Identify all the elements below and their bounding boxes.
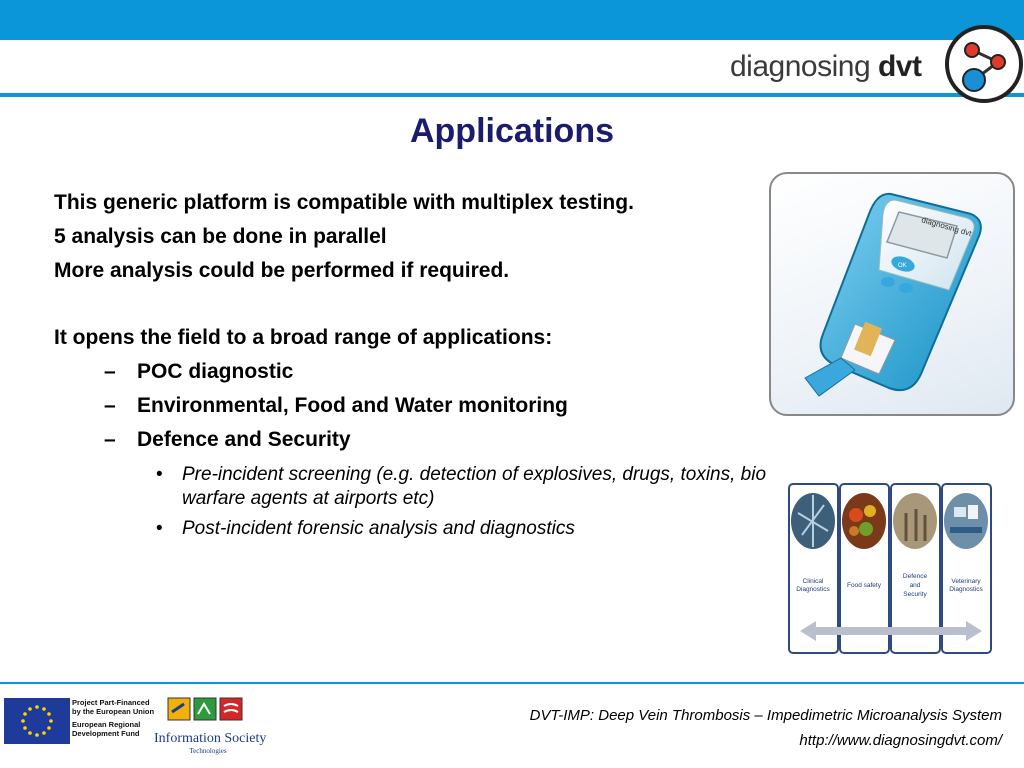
dash-item-label: Environmental, Food and Water monitoring: [137, 394, 568, 417]
device-ok-label: OK: [898, 263, 907, 269]
app-label-defence: Defence and Security: [902, 573, 928, 598]
dash-marker: –: [104, 428, 116, 451]
body-line-2: 5 analysis can be done in parallel: [54, 225, 387, 248]
body-line-1: This generic platform is compatible with multiplex testing.: [54, 191, 634, 214]
footer-project-title: DVT-IMP: Deep Vein Thrombosis – Impedimetric Microanalysis System: [529, 707, 1002, 724]
app-label-food: Food safety: [847, 582, 881, 589]
app-label-clinical: Clinical Diagnostics: [796, 578, 830, 593]
header-divider: [0, 93, 1024, 97]
slide-title: Applications: [409, 112, 615, 150]
applications-diagram: [788, 483, 992, 655]
dash-item: [54, 389, 784, 423]
eu-line: by the European Union: [72, 707, 155, 716]
information-society-logo: [154, 694, 269, 756]
dash-item-label: POC diagnostic: [137, 360, 294, 383]
info-society-subtitle: Technologies: [189, 747, 227, 755]
device-screen-brand: diagnosing dvt: [920, 215, 973, 239]
dvt-meter-illustration: [771, 174, 1013, 414]
info-society-title: Information Society: [154, 731, 267, 746]
eu-funding-text: [72, 698, 156, 738]
food-icon: [842, 493, 886, 549]
dash-item: [54, 423, 784, 457]
bullet-item: [54, 463, 784, 511]
applications-intro: It opens the field to a broad range of applications:: [54, 326, 553, 349]
app-label-veterinary: Veterinary Diagnostics: [949, 578, 983, 593]
device-image: [769, 172, 1015, 416]
brand-wordmark: [730, 50, 921, 84]
bullet-item-label: Pre-incident screening (e.g. detection of explosives, drugs, toxins, bio warfare agents at airports etc): [182, 464, 767, 509]
dash-item: [54, 355, 784, 389]
brand-suffix: dvt: [877, 50, 922, 83]
top-banner: [0, 0, 1024, 40]
eu-line: Development Fund: [72, 729, 140, 738]
slide-body: [54, 186, 784, 541]
dash-item-label: Defence and Security: [137, 428, 351, 451]
bullet-marker: •: [156, 518, 163, 539]
footer-url[interactable]: http://www.diagnosingdvt.com/: [799, 732, 1002, 749]
bullet-item: [54, 517, 784, 541]
eu-line: Project Part-Financed: [72, 698, 150, 707]
spacer: [54, 288, 784, 321]
bullet-item-label: Post-incident forensic analysis and diagnostics: [182, 518, 575, 539]
brand-prefix: diagnosing: [730, 50, 878, 83]
eu-flag-icon: [4, 698, 70, 744]
bullet-marker: •: [156, 464, 163, 485]
body-line-3: More analysis could be performed if required.: [54, 259, 510, 282]
applications-panel: [788, 483, 992, 655]
dash-marker: –: [104, 394, 116, 417]
lab-icon: [944, 493, 988, 549]
eu-line: European Regional: [72, 720, 141, 729]
dash-marker: –: [104, 360, 116, 383]
brand-logo-icon: [944, 24, 1024, 104]
footer-divider: [0, 682, 1024, 684]
